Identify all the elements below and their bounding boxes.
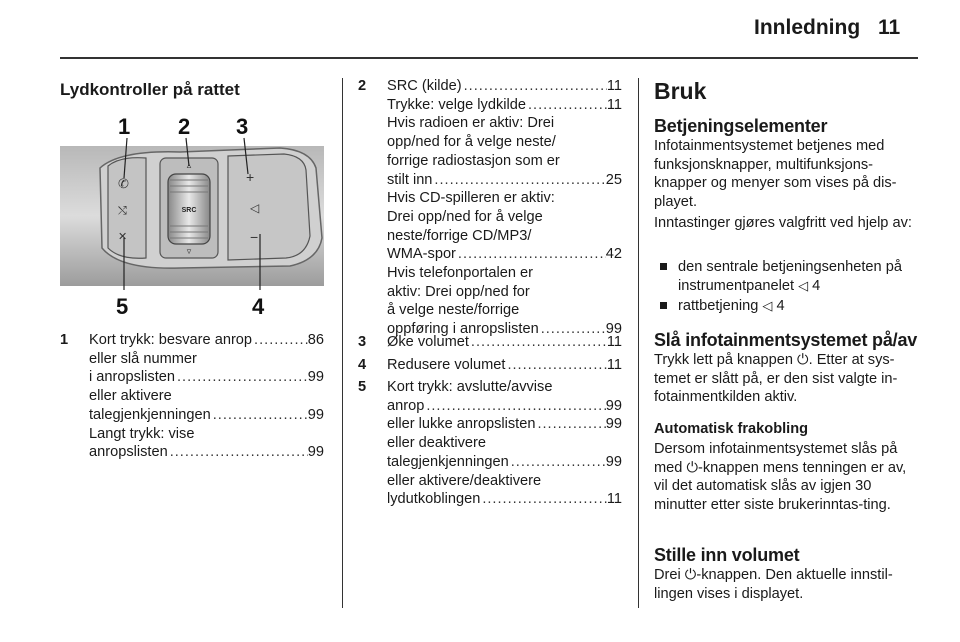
page-ref[interactable]: 11	[606, 334, 622, 350]
page-ref[interactable]: 99	[307, 406, 324, 423]
svg-text:✕: ✕	[118, 231, 128, 243]
leader-dots	[535, 415, 605, 434]
header-divider	[60, 57, 918, 59]
entry-line: talegjenkjenningen ..... 99	[89, 406, 324, 425]
leader-dots	[462, 77, 607, 96]
page-ref[interactable]: 86	[307, 332, 324, 348]
section-title-bruk: Bruk	[654, 78, 707, 104]
subheading-volume: Stille inn volumet	[654, 545, 800, 565]
paragraph-input: Inntastinger gjøres valgfritt ved hjelp av:	[654, 215, 912, 231]
leader-dots	[432, 171, 605, 190]
page-ref[interactable]: 99	[307, 369, 324, 386]
column-divider-2	[638, 78, 639, 608]
callout-3: 3	[236, 114, 249, 139]
steering-wheel-controls-figure	[60, 108, 324, 320]
leader-dots	[424, 397, 605, 416]
svg-text:+: +	[246, 169, 255, 185]
entry-line: SRC (kilde) ..... 11	[387, 77, 622, 96]
entry-number: 3	[358, 334, 367, 350]
svg-text:✆: ✆	[118, 176, 129, 191]
page-ref[interactable]: 11	[606, 78, 622, 94]
entry-line: Kort trykk: besvare anrop ..... 86	[89, 331, 324, 350]
page-ref[interactable]: 11	[606, 491, 622, 508]
entry-line: Langt trykk: vise	[89, 425, 195, 442]
paragraph-controls: Infotainmentsystemet betjenes med funksjonsknapper, multifunksjons-knapper og menyer som vises på dis-playet.	[654, 138, 897, 211]
entry-line: Hvis CD-spilleren er aktiv:	[387, 190, 555, 207]
bullet-text: den sentrale betjeningsenheten på instrumentpanelet	[678, 259, 902, 294]
entry-line: Hvis telefonportalen er	[387, 265, 534, 282]
page-number: 11	[878, 16, 901, 39]
entry-number: 5	[358, 379, 367, 395]
entry-line: opp/ned for å velge neste/	[387, 134, 556, 151]
bullet-square-icon	[660, 302, 667, 309]
leader-dots	[211, 406, 308, 425]
page-ref[interactable]: 4	[776, 298, 785, 314]
leader-dots	[175, 368, 308, 387]
page-ref[interactable]: 99	[605, 397, 622, 414]
callout-5: 5	[116, 294, 129, 319]
page-ref[interactable]: 25	[605, 171, 622, 188]
paragraph-power: Trykk lett på knappen ⏻. Etter at sys-temet er slått på, er den sist valgte in-fotainmentkilden aktiv.	[654, 352, 898, 406]
leader-dots	[509, 453, 606, 472]
entry-line: eller aktivere/deaktivere	[387, 472, 542, 489]
entry-line: talegjenkjenningen ..... 99	[387, 453, 622, 472]
svg-text:◁: ◁	[250, 201, 260, 215]
entry-line: eller deaktivere	[387, 435, 486, 452]
leader-dots	[505, 356, 606, 375]
subheading-controls: Betjeningselementer	[654, 116, 828, 136]
entry-line: eller lukke anropslisten ..... 99	[387, 415, 622, 434]
leader-dots	[456, 245, 606, 264]
entry-line: anropslisten ..... 99	[89, 443, 324, 462]
page-ref-icon: ◁	[762, 298, 773, 313]
entry-number: 2	[358, 78, 367, 94]
page-ref[interactable]: 11	[606, 357, 622, 373]
svg-text:⤭: ⤭	[118, 205, 127, 217]
page-ref[interactable]: 42	[605, 246, 622, 263]
callout-1: 1	[118, 114, 131, 139]
leader-dots	[168, 443, 308, 462]
running-header-title: Innledning	[754, 16, 861, 39]
page-ref[interactable]: 99	[605, 416, 622, 433]
entry-line: WMA-spor ..... 42	[387, 245, 622, 264]
page-ref[interactable]: 99	[605, 321, 622, 338]
page-ref-icon: ◁	[798, 277, 809, 293]
entry-line: stilt inn ..... 25	[387, 171, 622, 190]
leader-dots	[252, 331, 308, 350]
entry-number: 4	[358, 357, 367, 373]
svg-text:▿: ▿	[186, 246, 192, 256]
entry-line: Kort trykk: avslutte/avvise	[387, 379, 553, 395]
entry-line: lydutkoblingen ..... 11	[387, 490, 622, 509]
entry-line: aktiv: Drei opp/ned for	[387, 283, 530, 300]
leader-dots	[480, 490, 607, 509]
svg-text:−: −	[250, 229, 259, 245]
bullet-square-icon	[660, 263, 667, 270]
page-ref[interactable]: 4	[812, 277, 821, 294]
page-ref[interactable]: 11	[606, 96, 622, 113]
leader-dots	[469, 333, 607, 352]
svg-text:▵: ▵	[186, 160, 192, 170]
bullet-text: rattbetjening	[678, 298, 759, 314]
callout-2: 2	[178, 114, 191, 139]
column-divider-1	[342, 78, 343, 608]
entry-line: Hvis radioen er aktiv: Drei	[387, 115, 555, 132]
entry-line: Trykke: velge lydkilde ..... 11	[387, 96, 622, 115]
entry-line: Øke volumet ..... 11	[387, 333, 622, 352]
entry-line: eller aktivere	[89, 388, 172, 405]
entry-line: anrop ..... 99	[387, 397, 622, 416]
entry-line: i anropslisten ..... 99	[89, 368, 324, 387]
src-label: SRC	[181, 207, 197, 214]
entry-line: oppføring i anropslisten ..... 99	[387, 320, 622, 339]
leader-dots	[526, 96, 607, 115]
subheading-auto-off: Automatisk frakobling	[654, 421, 809, 437]
paragraph-auto-off: Dersom infotainmentsystemet slås på med ⏻-knappen mens tenningen er av, vil det automatisk slås av igjen 30 minutter etter siste brukerinntas-ting.	[654, 441, 907, 514]
subheading-power: Slå infotainmentsystemet på/av	[654, 330, 918, 350]
entry-line: Drei opp/ned for å velge	[387, 208, 543, 225]
page-ref[interactable]: 99	[307, 444, 324, 461]
steering-controls-illustration	[60, 108, 324, 320]
entry-line: neste/forrige CD/MP3/	[387, 227, 532, 244]
entry-number: 1	[60, 332, 69, 348]
entry-line: forrige radiostasjon som er	[387, 152, 560, 169]
entry-line: å velge neste/forrige	[387, 302, 520, 319]
entry-line: Redusere volumet ..... 11	[387, 356, 622, 375]
entry-line: eller slå nummer	[89, 350, 197, 367]
callout-4: 4	[252, 294, 265, 319]
paragraph-volume: Drei ⏻-knappen. Den aktuelle innstil-lingen vises i displayet.	[654, 567, 893, 602]
page-ref[interactable]: 99	[605, 453, 622, 470]
section-heading: Lydkontroller på rattet	[60, 80, 240, 99]
